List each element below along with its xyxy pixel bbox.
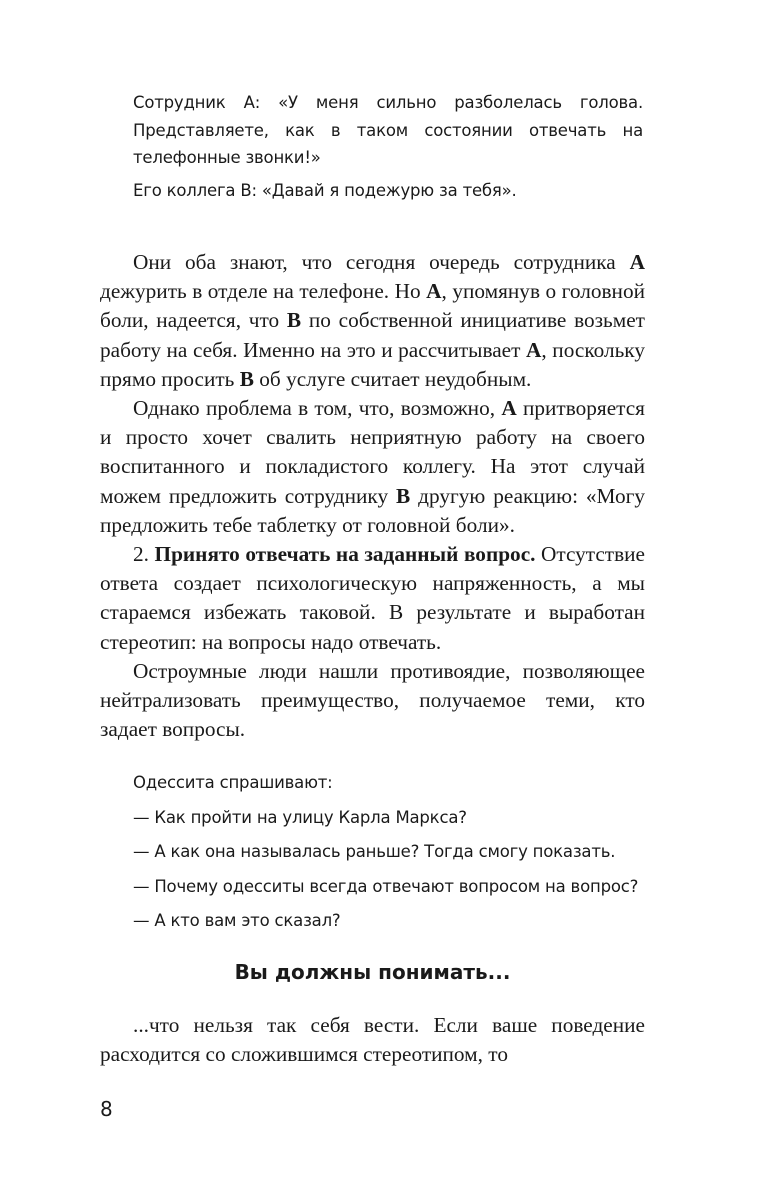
text-run: , поскольку прямо просить [100,337,645,391]
paragraph-4: Остроумные люди нашли противоядие, позволяющее нейтрализовать преимущество, получаемое теми, кто задает вопросы. [100,658,645,742]
dialog-example-1 [133,89,643,204]
dialog-line-colleague-b: Его коллега В: «Давай я подежурю за тебя». [133,180,517,200]
bold-letter: В [396,483,411,508]
page-number: 8 [100,1097,113,1121]
dialog-line: Одессита спрашивают: [133,773,333,792]
paragraph-3 [100,540,645,657]
bold-letter: А [426,279,442,304]
dialog-line: — Как пройти на улицу Карла Маркса? [133,807,467,827]
paragraph-2 [100,394,645,540]
text-run: Отсутствие ответа создает психологическую напряженность, а мы стараемся избежать таковой. В результате и выработан стереотип: на вопросы надо отвечать. [100,542,646,654]
text-run: другую реакцию: «Могу предложить тебе таблетку от головной боли». [100,483,645,537]
dialog-example-2 [133,769,643,942]
bold-rule: Принято отвечать на заданный вопрос. [154,542,536,567]
text-run: Они оба знают, что сегодня очередь сотрудника [133,250,630,274]
list-number: 2. [133,542,155,567]
book-page [100,0,645,1200]
bold-letter: В [286,308,302,333]
text-run: притворяется и просто хочет свалить неприятную работу на своего воспитанного и покладистого коллегу. На этот случай можем предложить сотруднику [100,396,645,508]
text-run: , упомянув о головной боли, надеется, что [100,279,645,333]
dialog-line-employee-a: Сотрудник А: «У меня сильно разболелась голова. Представляете, как в таком состоянии отвечать на телефонные звонки!» [133,93,643,167]
main-text [100,248,645,744]
text-run: по собственной инициативе возьмет работу на себя. Именно на это и рассчитывает [100,308,645,362]
text-run: об услуге считает неудобным. [253,366,532,391]
section-heading: Вы должны понимать... [234,960,511,984]
bold-letter: А [629,250,645,274]
dialog-line: — А как она называлась раньше? Тогда смогу показать. [133,842,616,861]
dialog-line: — А кто вам это сказал? [133,911,341,930]
bold-letter: А [501,396,517,421]
section-text [100,1011,645,1069]
paragraph-1 [100,248,645,394]
dialog-line: — Почему одесситы всегда отвечают вопросом на вопрос? [133,876,639,896]
text-run: дежурить в отделе на телефоне. Но [100,279,427,304]
paragraph-5: ...что нельзя так себя вести. Если ваше поведение расходится со сложившимся стереотипом, то [100,1013,645,1067]
text-run: Однако проблема в том, что, возможно, [133,396,502,421]
bold-letter: А [526,337,542,362]
bold-letter: В [239,366,254,391]
